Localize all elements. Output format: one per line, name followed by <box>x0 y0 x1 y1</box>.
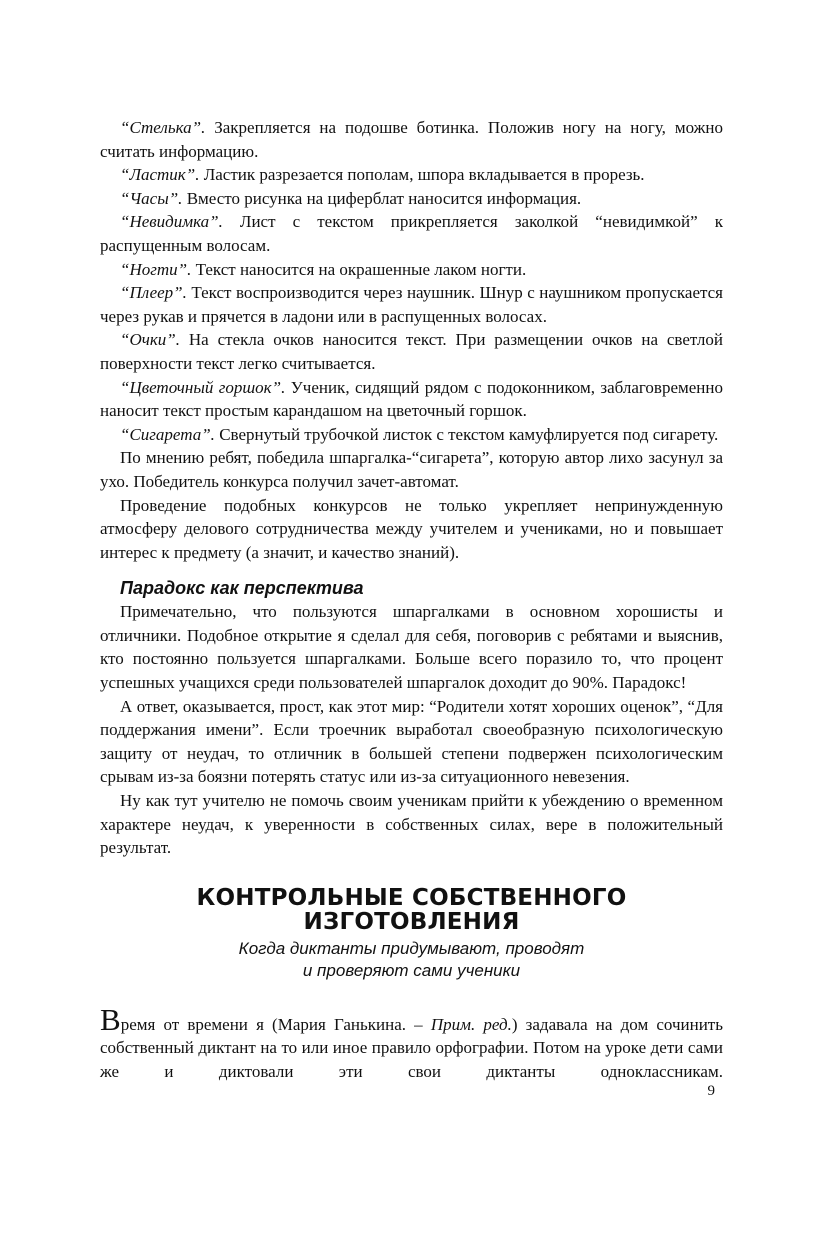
list-item <box>100 116 723 163</box>
list-item <box>100 423 723 447</box>
list-item-term: “Плеер”. <box>120 283 187 303</box>
list-item-term: “Очки”. <box>120 330 180 350</box>
conclusion-paragraphs <box>100 446 723 564</box>
list-item-term: “Часы”. <box>120 188 183 208</box>
list-item-text: На стекла очков наносится текст. При размещении очков на светлой поверхности текст легко считывается. <box>100 330 723 373</box>
section-title-line-1: КОНТРОЛЬНЫЕ СОБСТВЕННОГО <box>196 884 627 911</box>
paragraph: Ну как тут учителю не помочь своим ученикам прийти к убеждению о временном характере неудач, к уверенности в собственных силах, вере в положительный результат. <box>100 791 723 858</box>
section-subtitle-line-2: и проверяют сами ученики <box>302 960 521 980</box>
list-item <box>100 258 723 282</box>
paragraph: По мнению ребят, победила шпаргалка-“сигарета”, которую автор лихо засунул за ухо. Победитель конкурса получил зачет-автомат. <box>100 448 723 491</box>
list-item-text: Лист с текстом прикрепляется заколкой “невидимкой” к распущенным волосам. <box>100 212 723 255</box>
list-item-term: “Стелька”. <box>120 118 206 137</box>
list-item <box>100 328 723 375</box>
list-item-text: Текст наносится на окрашенные лаком ногти. <box>191 259 527 279</box>
list-item <box>100 281 723 328</box>
section-title-line-2: ИЗГОТОВЛЕНИЯ <box>303 908 520 935</box>
list-item <box>100 376 723 423</box>
paradox-paragraphs <box>100 600 723 860</box>
list-item-term: “Ластик”. <box>120 165 200 185</box>
list-item-text: Закрепляется на подошве ботинка. Положив ногу на ногу, можно считать информацию. <box>100 118 723 161</box>
list-item-term: “Невидимка”. <box>120 212 223 232</box>
list-item-text: Ластик разрезается пополам, шпора вкладывается в прорезь. <box>199 165 645 185</box>
paragraph: Проведение подобных конкурсов не только укрепляет непринужденную атмосферу делового сотрудничества между учителем и учениками, но и повышает интерес к предмету (а значит, и качество знаний). <box>100 495 723 562</box>
section-subtitle <box>100 938 723 982</box>
paragraph: Примечательно, что пользуются шпаргалками в основном хорошисты и отличники. Подобное открытие я сделал для себя, поговорив с ребятами и выяснив, кто постоянно пользуется шпаргалками. Больше всего поразило то, что процент успешных учащихся среди пользователей шпаргалок доходит до 90%. Парадокс! <box>100 602 723 693</box>
cheat-sheet-list <box>100 116 723 446</box>
list-item <box>100 163 723 187</box>
list-item-term: “Цветочный горшок”. <box>120 377 286 397</box>
list-item-text: Текст воспроизводится через наушник. Шнур с наушником пропускается через рукав и прячется в ладони или в распущенных волосах. <box>100 283 723 326</box>
intro-paragraph <box>100 1001 723 1084</box>
list-item <box>100 187 723 211</box>
list-item-text: Свернутый трубочкой листок с текстом камуфлируется под сигарету. <box>214 424 719 444</box>
section-title <box>100 860 723 934</box>
page-content <box>100 116 723 1084</box>
page-number: 9 <box>707 1083 715 1099</box>
section-subtitle-line-1: Когда диктанты придумывают, проводят <box>238 938 585 958</box>
list-item-term: “Ногти”. <box>120 259 192 279</box>
list-item <box>100 210 723 257</box>
list-item-text: Ученик, сидящий рядом с подоконником, заблаговременно наносит текст простым карандашом на цветочный горшок. <box>100 377 724 421</box>
editor-note: Прим. ред. <box>430 1014 512 1034</box>
drop-cap: В <box>100 1001 121 1037</box>
list-item-term: “Сигарета”. <box>120 424 215 444</box>
list-item-text: Вместо рисунка на циферблат наносится информация. <box>182 188 582 208</box>
intro-text-start: ремя от времени я (Мария Ганькина. – <box>120 1014 431 1034</box>
intro-text-end: ) задавала на дом сочинить собственный диктант на то или иное правило орфографии. Потом на уроке дети сами же и диктовали эти свои диктанты одноклассникам. <box>100 1014 723 1081</box>
paragraph: А ответ, оказывается, прост, как этот мир: “Родители хотят хороших оценок”, “Для поддержания имени”. Если троечник выработал своеобразную психологическую защиту от неудач, то отличник в большей степени подвержен психологическим срывам из-за боязни потерять статус или из-за ситуационного невезения. <box>100 696 723 787</box>
subheading: Парадокс как перспектива <box>120 578 364 599</box>
